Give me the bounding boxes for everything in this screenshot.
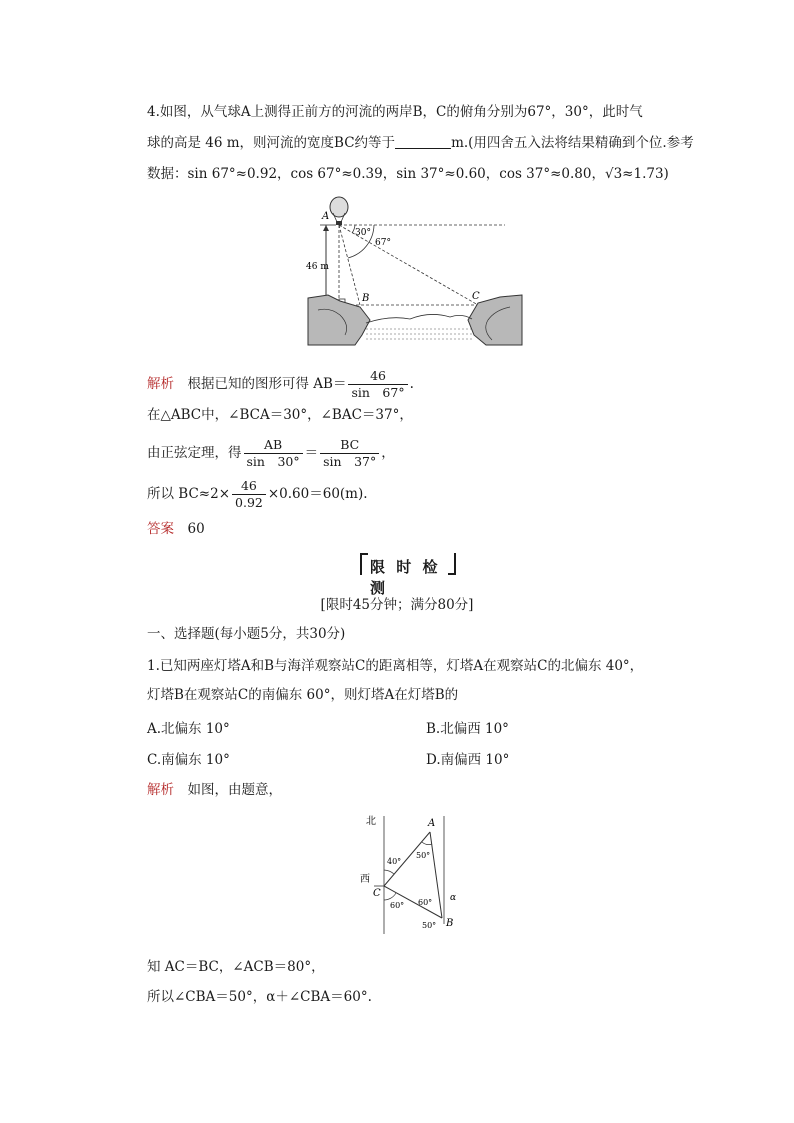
fraction-num: AB xyxy=(244,437,303,454)
section-subtitle: [限时45分钟；满分80分] xyxy=(320,597,474,613)
angle-30: 30° xyxy=(355,228,371,238)
answer-line xyxy=(147,519,205,539)
sol1-line1 xyxy=(147,780,282,800)
fraction-den: sin 67° xyxy=(351,385,405,400)
label-c: C xyxy=(373,888,381,899)
angle-67: 67° xyxy=(375,238,391,248)
option-b: B.北偏西 10° xyxy=(426,721,509,737)
height-label: 46 m xyxy=(306,262,329,272)
fraction-num: BC xyxy=(320,437,379,454)
balloon-river-figure xyxy=(300,195,530,350)
angle-50-bottom: 50° xyxy=(422,921,437,930)
label-a: A xyxy=(428,818,436,829)
equals: ＝ xyxy=(304,445,319,461)
alpha-label: α xyxy=(450,893,457,903)
option-c: C.南偏东 10° xyxy=(147,752,230,768)
angle-60-left: 60° xyxy=(390,901,405,910)
fraction-num: 46 xyxy=(232,478,266,495)
sol4-l4-end: ×0.60＝60(m). xyxy=(267,486,368,502)
sol1-line2: 知 AC＝BC，∠ACB＝80°， xyxy=(147,959,325,975)
sol4-line4 xyxy=(147,478,368,511)
right-cliff xyxy=(468,295,522,345)
fraction-num: 46 xyxy=(348,368,407,385)
sol4-l3-text: 由正弦定理，得 xyxy=(147,445,242,461)
option-d: D.南偏西 10° xyxy=(426,752,510,768)
west-label: 西 xyxy=(360,874,370,885)
fraction xyxy=(348,368,407,401)
part-heading: 一、选择题(每小题5分，共30分) xyxy=(147,626,346,642)
angle-40: 40° xyxy=(387,857,402,866)
sol4-l4-text: 所以 BC≈2× xyxy=(147,486,231,502)
option-a: A.北偏东 10° xyxy=(147,721,230,737)
solution-tag: 解析 xyxy=(147,376,174,392)
sol1-l1-text: 如图，由题意， xyxy=(187,782,282,798)
section-title-text: 限 时 检 测 xyxy=(370,558,441,597)
angle-50-top: 50° xyxy=(416,851,431,860)
fraction xyxy=(320,437,379,470)
label-b: B xyxy=(446,918,454,929)
q4-line1: 4.如图，从气球A上测得正前方的河流的两岸B，C的俯角分别为67°，30°，此时气 xyxy=(147,104,643,120)
bearing-figure xyxy=(360,812,470,937)
q4-line3: 数据：sin 67°≈0.92，cos 67°≈0.39，sin 37°≈0.60，cos 37°≈0.80，√3≈1.73) xyxy=(147,166,669,182)
north-label: 北 xyxy=(366,816,376,827)
sol4-line3 xyxy=(147,437,395,470)
section-title xyxy=(360,553,456,597)
fraction-den: sin 30° xyxy=(246,454,300,469)
left-cliff xyxy=(308,295,370,345)
balloon-icon xyxy=(330,197,348,217)
fraction-den: 0.92 xyxy=(235,495,263,510)
q1-line1: 1.已知两座灯塔A和B与海洋观察站C的距离相等，灯塔A在观察站C的北偏东 40°， xyxy=(147,658,644,674)
answer-value: 60 xyxy=(187,521,205,537)
answer-blank xyxy=(395,134,451,149)
sol4-l1-end: . xyxy=(409,376,414,392)
sol4-l3-end: ， xyxy=(381,445,395,461)
fraction xyxy=(244,437,303,470)
q4-line2 xyxy=(147,133,694,153)
sol4-line2: 在△ABC中，∠BCA＝30°，∠BAC＝37°， xyxy=(147,407,413,423)
fraction-den: sin 37° xyxy=(323,454,377,469)
fraction xyxy=(232,478,266,511)
angle-60-right: 60° xyxy=(418,898,433,907)
label-b: B xyxy=(362,293,370,304)
solution-tag: 解析 xyxy=(147,782,174,798)
label-a: A xyxy=(322,211,330,222)
sol4-line1 xyxy=(147,368,414,401)
sol4-l1-text: 根据已知的图形可得 AB＝ xyxy=(187,376,347,392)
q4-line2-text-end: m.(用四舍五入法将结果精确到个位.参考 xyxy=(451,135,694,151)
label-c: C xyxy=(472,291,480,302)
answer-tag: 答案 xyxy=(147,521,174,537)
sol1-line3: 所以∠CBA＝50°，α＋∠CBA＝60°. xyxy=(147,989,372,1005)
q1-line2: 灯塔B在观察站C的南偏东 60°，则灯塔A在灯塔B的 xyxy=(147,687,459,703)
q4-line2-text: 球的高是 46 m，则河流的宽度BC约等于 xyxy=(147,135,396,151)
